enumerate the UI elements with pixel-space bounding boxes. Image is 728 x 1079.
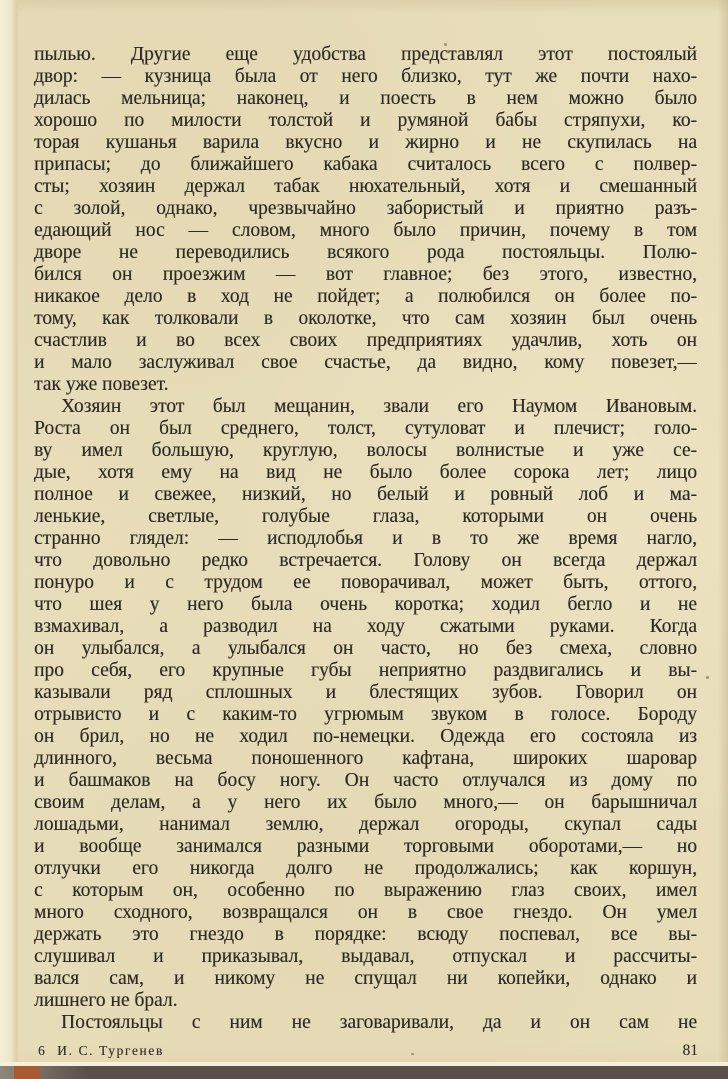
text-line: Постояльцы с ним не заговаривали, да и он сам не bbox=[61, 1012, 697, 1033]
text-line: он улыбался, а улыбался он часто, но без смеха, словно bbox=[34, 638, 697, 659]
text-line: и мало заслуживал свое счастье, да видно, кому повезет,— bbox=[34, 352, 697, 373]
text-line: лишнего не брал. bbox=[34, 990, 178, 1011]
text-line: про себя, его крупные губы неприятно раздвигались и вы- bbox=[34, 660, 697, 681]
text-line: сты; хозяин держал табак нюхательный, хотя и смешанный bbox=[34, 176, 697, 197]
ink-speck bbox=[444, 43, 447, 46]
text-line: держать это гнездо в порядке: всюду поспевал, все вы- bbox=[34, 924, 697, 945]
scan-bottom-edge bbox=[0, 1066, 728, 1079]
text-line: Роста он был среднего, толст, сутуловат и плечист; голо- bbox=[34, 418, 697, 439]
text-line: торая кушанья варила вкусно и жирно и не скупилась на bbox=[34, 132, 697, 153]
signature-number: 6 bbox=[38, 1043, 46, 1058]
text-line: казывали ряд сплошных и блестящих зубов. Говорил он bbox=[34, 682, 697, 703]
page-edge-right bbox=[718, 0, 728, 1079]
text-line: длинного, весьма поношенного кафтана, широких шаровар bbox=[34, 748, 697, 769]
text-line: никакое дело в ход не пойдет; а полюбился он более по- bbox=[34, 286, 697, 307]
scan-bottom-edge-accent bbox=[14, 1066, 40, 1079]
text-line: много сходного, возвращался он в свое гнездо. Он умел bbox=[34, 902, 697, 923]
text-line: ленькие, светлые, голубые глаза, которыми он очень bbox=[34, 506, 697, 527]
text-line: понуро и с трудом ее поворачивал, может быть, оттого, bbox=[34, 572, 697, 593]
text-line: тому, как толковали в околотке, что сам хозяин был очень bbox=[34, 308, 697, 329]
text-line: с золой, однако, чрезвычайно забористый и приятно разъ- bbox=[34, 198, 697, 219]
text-line: своим делам, а у него их было много,— он барышничал bbox=[34, 792, 697, 813]
text-line: ву имел большую, круглую, волосы волнистые и уже се- bbox=[34, 440, 697, 461]
ink-speck bbox=[706, 676, 709, 679]
colophon bbox=[38, 1043, 164, 1059]
text-line: отлучки его никогда долго не продолжались; как коршун, bbox=[34, 858, 697, 879]
body-text bbox=[34, 44, 697, 1034]
text-line: припасы; до ближайшего кабака считалось всего с полвер- bbox=[34, 154, 697, 175]
text-line: пылью. Другие еще удобства представлял этот постоялый bbox=[34, 44, 697, 65]
page-number: 81 bbox=[682, 1042, 698, 1059]
text-line: странно глядел: — исподлобья и в то же время нагло, bbox=[34, 528, 697, 549]
text-line: дворе не переводились всякого рода постояльцы. Полю- bbox=[34, 242, 697, 263]
text-line: дилась мельница; наконец, и поесть в нем можно было bbox=[34, 88, 697, 109]
text-line: и вообще занимался разными торговыми оборотами,— но bbox=[34, 836, 697, 857]
text-line: Хозяин этот был мещанин, звали его Наумом Ивановым. bbox=[61, 396, 697, 417]
text-line: бился он проезжим — вот главное; без этого, известно, bbox=[34, 264, 697, 285]
text-line: и башмаков на босу ногу. Он часто отлучался из дому по bbox=[34, 770, 697, 791]
text-line: двор: — кузница была от него близко, тут же почти нахо- bbox=[34, 66, 697, 87]
text-line: полное и свежее, низкий, но белый и ровный лоб и ма- bbox=[34, 484, 697, 505]
page-footer bbox=[38, 1042, 698, 1060]
text-line: что довольно редко встречается. Голову он всегда держал bbox=[34, 550, 697, 571]
text-line: отрывисто и с каким-то угрюмым звуком в голосе. Бороду bbox=[34, 704, 697, 725]
text-line: с которым он, особенно по выражению глаз своих, имел bbox=[34, 880, 697, 901]
text-line: слушивал и приказывал, выдавал, отпускал и рассчиты- bbox=[34, 946, 697, 967]
text-line: дые, хотя ему на вид не было более сорока лет; лицо bbox=[34, 462, 697, 483]
text-line: что шея у него была очень коротка; ходил бегло и не bbox=[34, 594, 697, 615]
text-line: счастлив и во всех своих предприятиях удачлив, хоть он bbox=[34, 330, 697, 351]
author-name: И. С. Тургенев bbox=[57, 1043, 164, 1058]
text-line: хорошо по милости толстой и румяной бабы стряпухи, ко- bbox=[34, 110, 697, 131]
ink-speck bbox=[411, 1053, 414, 1055]
text-line: едающий нос — словом, много было причин, почему в том bbox=[34, 220, 697, 241]
page-edge-left bbox=[0, 0, 19, 1079]
text-line: лошадьми, нанимал землю, держал огороды, скупал сады bbox=[34, 814, 697, 835]
ink-speck bbox=[131, 57, 135, 60]
text-line: взмахивал, а разводил на ходу сжатыми руками. Когда bbox=[34, 616, 697, 637]
text-line: вался сам, и никому не спущал ни копейки, однако и bbox=[34, 968, 697, 989]
text-line: он брил, но не ходил по-немецки. Одежда его состояла из bbox=[34, 726, 697, 747]
text-line: так уже повезет. bbox=[34, 374, 169, 395]
